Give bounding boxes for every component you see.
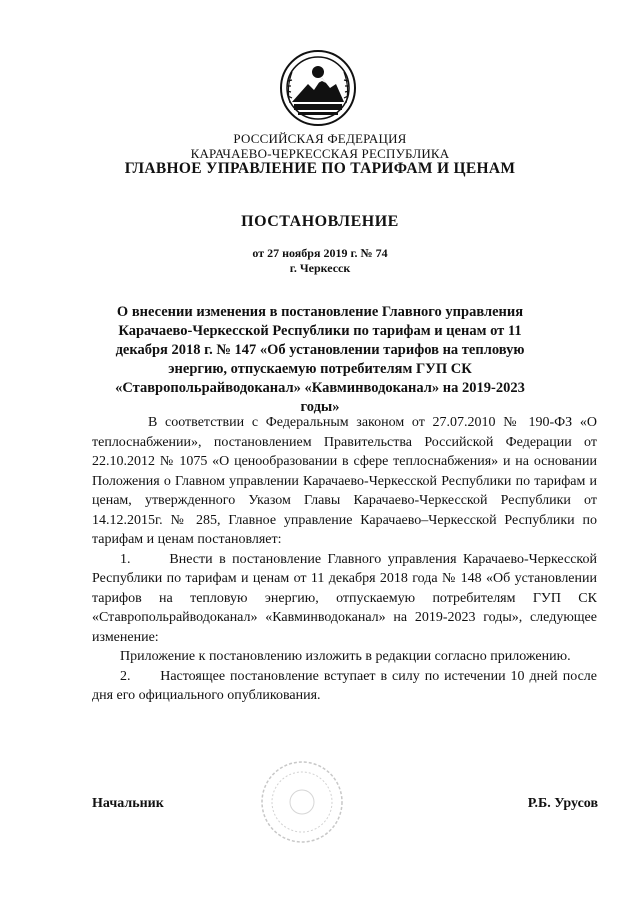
clause-1-paragraph: 1. Внести в постановление Главного управления Карачаево-Черкесской Республики по тарифам и ценам от 11 декабря 2018 года № 148 «Об установлении тарифов на тепловую энергию, отпускаемую потребителям ГУП СК «Ставропольрайводоканал» «Кавминводоканал» на 2019-2023 годы», следующее изменение: <box>92 551 597 645</box>
header-country: РОССИЙСКАЯ ФЕДЕРАЦИЯ <box>233 131 407 146</box>
clause-2-paragraph: 2. Настоящее постановление вступает в силу по истечении 10 дней после дня его официального опубликования. <box>92 668 597 703</box>
document-body <box>92 413 597 706</box>
document-subject: О внесении изменения в постановление Главного управления Карачаево-Черкесской Республики по тарифам и ценам от 11 декабря 2018 г. № 147 «Об установлении тарифов на тепловую энергию, отпускаемую потребителям ГУП СК «Ставропольрайводоканал» «Кавминводоканал» на 2019-2023 годы» <box>115 304 525 415</box>
header-republic: КАРАЧАЕВО-ЧЕРКЕССКАЯ РЕСПУБЛИКА <box>190 146 450 161</box>
signatory-position: Начальник <box>92 796 164 811</box>
header-agency: ГЛАВНОЕ УПРАВЛЕНИЕ ПО ТАРИФАМ И ЦЕНАМ <box>124 160 516 177</box>
document-title: ПОСТАНОВЛЕНИЕ <box>241 213 399 230</box>
amendment-paragraph: Приложение к постановлению изложить в редакции согласно приложению. <box>120 649 571 664</box>
signatory-name: Р.Б. Урусов <box>527 796 598 811</box>
coat-of-arms-icon <box>278 48 358 128</box>
preamble-paragraph: В соответствии с Федеральным законом от 27.07.2010 № 190-ФЗ «О теплоснабжении», постановлением Правительства Российской Федерации от 22.10.2012 № 1075 «О ценообразовании в сфере теплоснабжения» и на основании Положения о Главном управлении Карачаево-Черкесской Республики по тарифам и ценам, утвержденного Указом Главы Карачаево-Черкесской Республики от 14.12.2015г. № 285, Главное управление Карачаево–Черкесской Республики по тарифам и ценам постановляет: <box>92 415 597 547</box>
seal-stamp-icon <box>258 758 346 846</box>
document-date-number: от 27 ноября 2019 г. № 74 <box>252 246 388 260</box>
document-city: г. Черкесск <box>289 261 351 275</box>
